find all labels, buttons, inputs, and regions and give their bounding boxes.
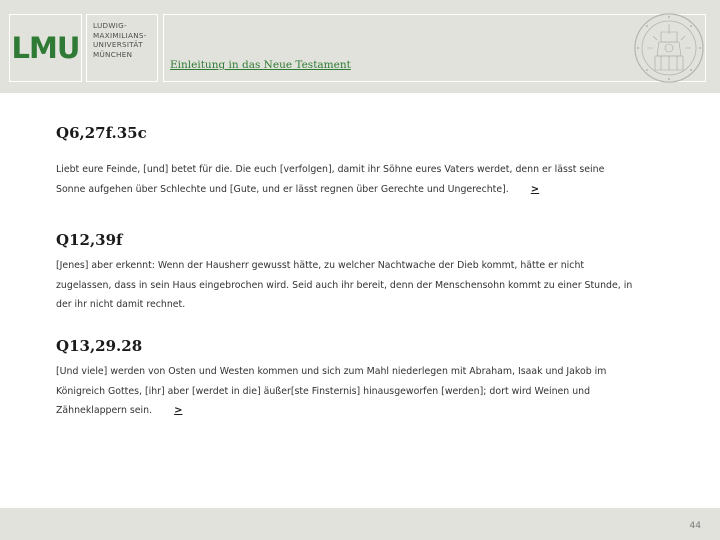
university-name-line: UNIVERSITÄT xyxy=(93,40,143,49)
university-name-line: MÜNCHEN xyxy=(93,49,133,59)
slide-title: Einleitung in das Neue Testament xyxy=(170,59,351,71)
footer-bar xyxy=(0,508,720,540)
section-reference: Q6,27f.35c xyxy=(56,124,147,142)
section-text xyxy=(56,362,634,421)
lmu-logo xyxy=(9,14,82,82)
title-box xyxy=(163,14,706,82)
page-number: 44 xyxy=(689,521,701,531)
section-text xyxy=(56,256,634,315)
university-name xyxy=(86,14,158,82)
next-link[interactable]: > xyxy=(174,405,183,416)
next-link[interactable]: > xyxy=(530,183,540,195)
section-text xyxy=(56,160,634,199)
section-reference: Q12,39f xyxy=(56,231,123,249)
section-reference: Q13,29.28 xyxy=(56,337,143,355)
section-text-body: Liebt eure Feinde, [und] betet für die. Die euch [verfolgen], damit ihr Söhne eures Vaters werdet, denn er lässt seine Sonne aufgehen über Schlechte und [Gute, und er lässt regnen über Gerechte und Ungerechte]. xyxy=(56,164,605,195)
university-name-line: MAXIMILIANS- xyxy=(93,30,147,40)
university-seal-icon xyxy=(633,12,705,84)
section-text-body: [Und viele] werden von Osten und Westen kommen und sich zum Mahl niederlegen mit Abraham, Isaak und Jakob im Königreich Gottes, [ihr] aber [werdet in die] äußer[ste Finsternis] hinausgeworfen [werden]; dort wird Weinen und Zähneklappern sein. xyxy=(56,366,607,416)
university-name-line: LUDWIG- xyxy=(93,21,127,30)
header-bar xyxy=(0,0,720,93)
lmu-logo-text: LMU xyxy=(11,31,80,65)
section-text-body: [Jenes] aber erkennt: Wenn der Hausherr gewusst hätte, zu welcher Nachtwache der Dieb kommt, hätte er nicht zugelassen, dass in sein Haus eingebrochen wird. Seid auch ihr bereit, denn der Menschensohn kommt zu einer Stunde, in der ihr nicht damit rechnet. xyxy=(56,260,633,310)
